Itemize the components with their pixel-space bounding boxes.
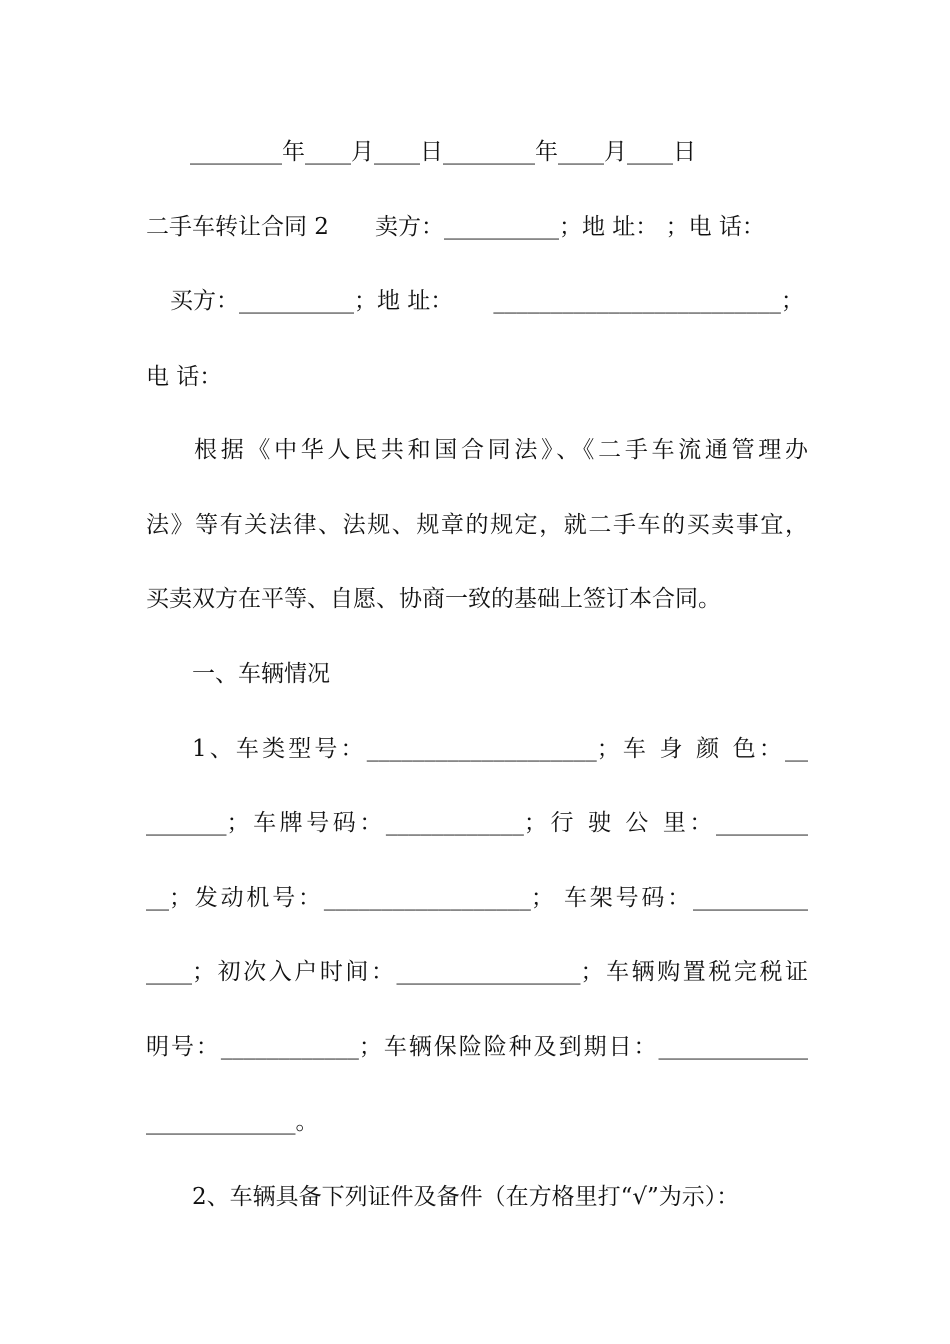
paragraph-line: 买卖双方在平等、自愿、协商一致的基础上签订本合同。 [146, 586, 721, 612]
buyer-info: 买方：__________；地 址： [170, 288, 454, 314]
vehicle-info-line: 明号：____________；车辆保险险种及到期日：_____________ [146, 1034, 808, 1060]
buyer-line [170, 286, 810, 316]
buyer-phone: 电 话： [146, 364, 223, 390]
contract-title: 二手车转让合同 2 [146, 214, 329, 240]
buyer-address-blank: _________________________； [493, 288, 804, 314]
section-heading: 一、车辆情况 [192, 661, 330, 687]
vehicle-info-line: _____________。 [146, 1109, 319, 1135]
seller-info: 卖方：__________；地 址： ；电 话： [374, 214, 765, 240]
date-line: ________年____月____日________年____月____日 [190, 139, 696, 165]
contract-title-line [146, 212, 808, 242]
vehicle-info-line: ____；初次入户时间：________________；车辆购置税完税证 [146, 959, 808, 985]
paragraph-line: 法》等有关法律、法规、规章的规定，就二手车的买卖事宜， [146, 512, 808, 538]
documents-item: 2、车辆具备下列证件及备件（在方格里打“√”为示）： [192, 1184, 740, 1210]
paragraph-line: 根据《中华人民共和国合同法》、《二手车流通管理办 [194, 437, 808, 463]
vehicle-info-line: 1、车类型号：____________________；车 身 颜 色：__ [192, 736, 808, 762]
vehicle-info-line: __；发动机号：__________________； 车架号码：__________ [146, 885, 808, 911]
vehicle-info-line: _______；车牌号码：____________；行 驶 公 里：________ [146, 810, 808, 836]
